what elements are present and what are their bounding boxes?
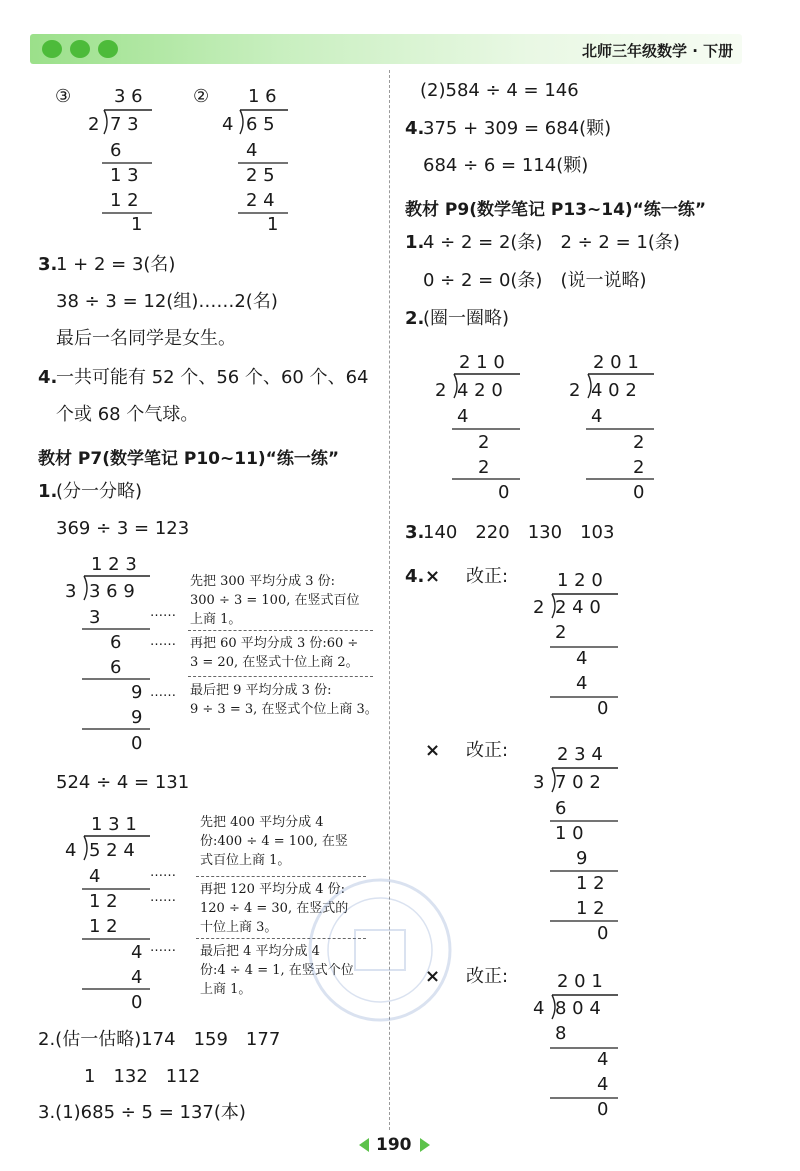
step: 2 bbox=[478, 457, 490, 478]
step: 4 bbox=[246, 140, 258, 161]
leader-dots: …… bbox=[150, 605, 176, 620]
step: 9 bbox=[576, 848, 588, 869]
remainder: 0 bbox=[597, 698, 609, 719]
answer-line: 2.(估一估略)174 159 177 bbox=[38, 1029, 281, 1050]
header-dot-icon bbox=[98, 40, 118, 58]
answer-line: (2)584 ÷ 4 = 146 bbox=[420, 80, 579, 101]
dividend: 3 6 9 bbox=[89, 581, 135, 602]
step: 2 bbox=[478, 432, 490, 453]
header-title: 北师三年级数学 · 下册 bbox=[582, 42, 734, 60]
stamp-watermark-icon bbox=[300, 870, 460, 1030]
answer-line: 140 220 130 103 bbox=[423, 522, 615, 543]
step: 1 2 bbox=[110, 190, 139, 211]
equation: 524 ÷ 4 = 131 bbox=[56, 772, 190, 793]
remainder: 0 bbox=[597, 1099, 609, 1120]
long-division-369-by-3 bbox=[58, 548, 158, 748]
quotient: 1 6 bbox=[248, 86, 277, 107]
step: 4 bbox=[576, 648, 588, 669]
answer-line: (分一分略) bbox=[56, 481, 143, 502]
step: 2 bbox=[555, 622, 567, 643]
divisor: 4 bbox=[533, 998, 545, 1019]
leader-dots: …… bbox=[150, 865, 176, 880]
next-arrow-icon bbox=[418, 1136, 432, 1154]
divisor: 4 bbox=[65, 840, 77, 861]
step: 4 bbox=[131, 942, 143, 963]
note-divider bbox=[188, 676, 373, 677]
step: 8 bbox=[555, 1023, 567, 1044]
step: 9 bbox=[131, 682, 143, 703]
divisor: 2 bbox=[533, 597, 545, 618]
explanation-note: 先把 400 平均分成 4 份:400 ÷ 4 = 100, 在竖 式百位上商 1。 bbox=[200, 815, 348, 868]
quotient: 2 3 4 bbox=[557, 744, 603, 765]
divisor: 2 bbox=[435, 380, 447, 401]
question-number: 2. bbox=[405, 308, 425, 329]
step: 2 bbox=[633, 432, 645, 453]
explanation-note: 先把 300 平均分成 3 份: 300 ÷ 3 = 100, 在竖式百位 上商 1。 bbox=[190, 574, 360, 627]
divisor: 3 bbox=[65, 581, 77, 602]
question-number: 4. bbox=[38, 367, 58, 388]
correction-label: 改正: bbox=[466, 966, 509, 987]
quotient: 1 3 1 bbox=[91, 814, 137, 835]
divisor: 2 bbox=[569, 380, 581, 401]
remainder: 1 bbox=[267, 214, 279, 235]
correction-label: 改正: bbox=[466, 566, 509, 587]
answer-line: 最后一名同学是女生。 bbox=[56, 328, 236, 349]
question-number: 1. bbox=[405, 232, 425, 253]
step: 4 bbox=[131, 967, 143, 988]
step: 1 2 bbox=[89, 891, 118, 912]
answer-line: 3.(1)685 ÷ 5 = 137(本) bbox=[38, 1102, 246, 1123]
divisor: 2 bbox=[88, 114, 100, 135]
leader-dots: …… bbox=[150, 890, 176, 905]
remainder: 0 bbox=[131, 992, 143, 1013]
answer-line: 684 ÷ 6 = 114(颗) bbox=[423, 155, 589, 176]
step: 4 bbox=[89, 866, 101, 887]
quotient: 2 1 0 bbox=[459, 352, 505, 373]
answer-line: (圈一圈略) bbox=[423, 308, 510, 329]
step: 4 bbox=[597, 1049, 609, 1070]
step: 1 2 bbox=[89, 916, 118, 937]
dividend: 7 0 2 bbox=[555, 772, 601, 793]
question-number: 3. bbox=[405, 522, 425, 543]
quotient: 3 6 bbox=[114, 86, 143, 107]
step: 1 3 bbox=[110, 165, 139, 186]
remainder: 1 bbox=[131, 214, 143, 235]
step: 4 bbox=[457, 406, 469, 427]
leader-dots: …… bbox=[150, 940, 176, 955]
answer-line: 0 ÷ 2 = 0(条) (说一说略) bbox=[423, 270, 647, 291]
correction-label: 改正: bbox=[466, 740, 509, 761]
prev-arrow-icon bbox=[357, 1136, 371, 1154]
item-label: ③ bbox=[55, 86, 72, 107]
step: 6 bbox=[110, 657, 122, 678]
section-heading: 教材 P9(数学笔记 P13~14)“练一练” bbox=[405, 200, 707, 220]
step: 1 2 bbox=[576, 898, 605, 919]
answer-line: 1 132 112 bbox=[84, 1066, 201, 1087]
step: 4 bbox=[597, 1074, 609, 1095]
answer-line: 375 + 309 = 684(颗) bbox=[423, 118, 612, 139]
dividend: 5 2 4 bbox=[89, 840, 135, 861]
explanation-note: 最后把 4 平均分成 4 份:4 ÷ 4 = 1, 在竖式个位 上商 1。 bbox=[200, 944, 354, 997]
wrong-mark-icon: × bbox=[425, 566, 441, 587]
answer-line: 38 ÷ 3 = 12(组)……2(名) bbox=[56, 291, 278, 312]
item-label: ② bbox=[193, 86, 210, 107]
explanation-note: 最后把 9 平均分成 3 份: 9 ÷ 3 = 3, 在竖式个位上商 3。 bbox=[190, 683, 378, 717]
step: 3 bbox=[89, 607, 101, 628]
answer-line: 个或 68 个气球。 bbox=[56, 404, 199, 425]
dividend: 4 0 2 bbox=[591, 380, 637, 401]
dividend: 8 0 4 bbox=[555, 998, 601, 1019]
header-dot-icon bbox=[42, 40, 62, 58]
page-number: 190 bbox=[376, 1135, 412, 1155]
step: 9 bbox=[131, 707, 143, 728]
explanation-note: 再把 120 平均分成 4 份: 120 ÷ 4 = 30, 在竖式的 十位上商 3。 bbox=[200, 882, 349, 935]
remainder: 0 bbox=[498, 482, 510, 503]
quotient: 1 2 0 bbox=[557, 570, 603, 591]
wrong-mark-icon: × bbox=[425, 966, 441, 987]
leader-dots: …… bbox=[150, 634, 176, 649]
step: 4 bbox=[576, 673, 588, 694]
section-heading: 教材 P7(数学笔记 P10~11)“练一练” bbox=[38, 449, 340, 469]
step: 2 5 bbox=[246, 165, 275, 186]
remainder: 0 bbox=[131, 733, 143, 754]
dividend: 2 4 0 bbox=[555, 597, 601, 618]
dividend: 6 5 bbox=[246, 114, 275, 135]
step: 6 bbox=[110, 632, 122, 653]
answer-line: 一共可能有 52 个、56 个、60 个、64 bbox=[56, 367, 369, 388]
step: 4 bbox=[591, 406, 603, 427]
divisor: 3 bbox=[533, 772, 545, 793]
quotient: 1 2 3 bbox=[91, 554, 137, 575]
question-number: 1. bbox=[38, 481, 58, 502]
equation: 369 ÷ 3 = 123 bbox=[56, 518, 190, 539]
remainder: 0 bbox=[633, 482, 645, 503]
question-number: 4. bbox=[405, 566, 425, 587]
quotient: 2 0 1 bbox=[557, 971, 603, 992]
divisor: 4 bbox=[222, 114, 234, 135]
note-divider bbox=[188, 630, 373, 631]
step: 2 4 bbox=[246, 190, 275, 211]
question-number: 4. bbox=[405, 118, 425, 139]
explanation-note: 再把 60 平均分成 3 份:60 ÷ 3 = 20, 在竖式十位上商 2。 bbox=[190, 636, 359, 670]
quotient: 2 0 1 bbox=[593, 352, 639, 373]
answer-line: 1 + 2 = 3(名) bbox=[56, 254, 176, 275]
wrong-mark-icon: × bbox=[425, 740, 441, 761]
step: 2 bbox=[633, 457, 645, 478]
remainder: 0 bbox=[597, 923, 609, 944]
header-dot-icon bbox=[70, 40, 90, 58]
dividend: 7 3 bbox=[110, 114, 139, 135]
step: 6 bbox=[110, 140, 122, 161]
dividend: 4 2 0 bbox=[457, 380, 503, 401]
step: 1 2 bbox=[576, 873, 605, 894]
step: 1 0 bbox=[555, 823, 584, 844]
answer-line: 4 ÷ 2 = 2(条) 2 ÷ 2 = 1(条) bbox=[423, 232, 680, 253]
question-number: 3. bbox=[38, 254, 58, 275]
leader-dots: …… bbox=[150, 685, 176, 700]
step: 6 bbox=[555, 798, 567, 819]
